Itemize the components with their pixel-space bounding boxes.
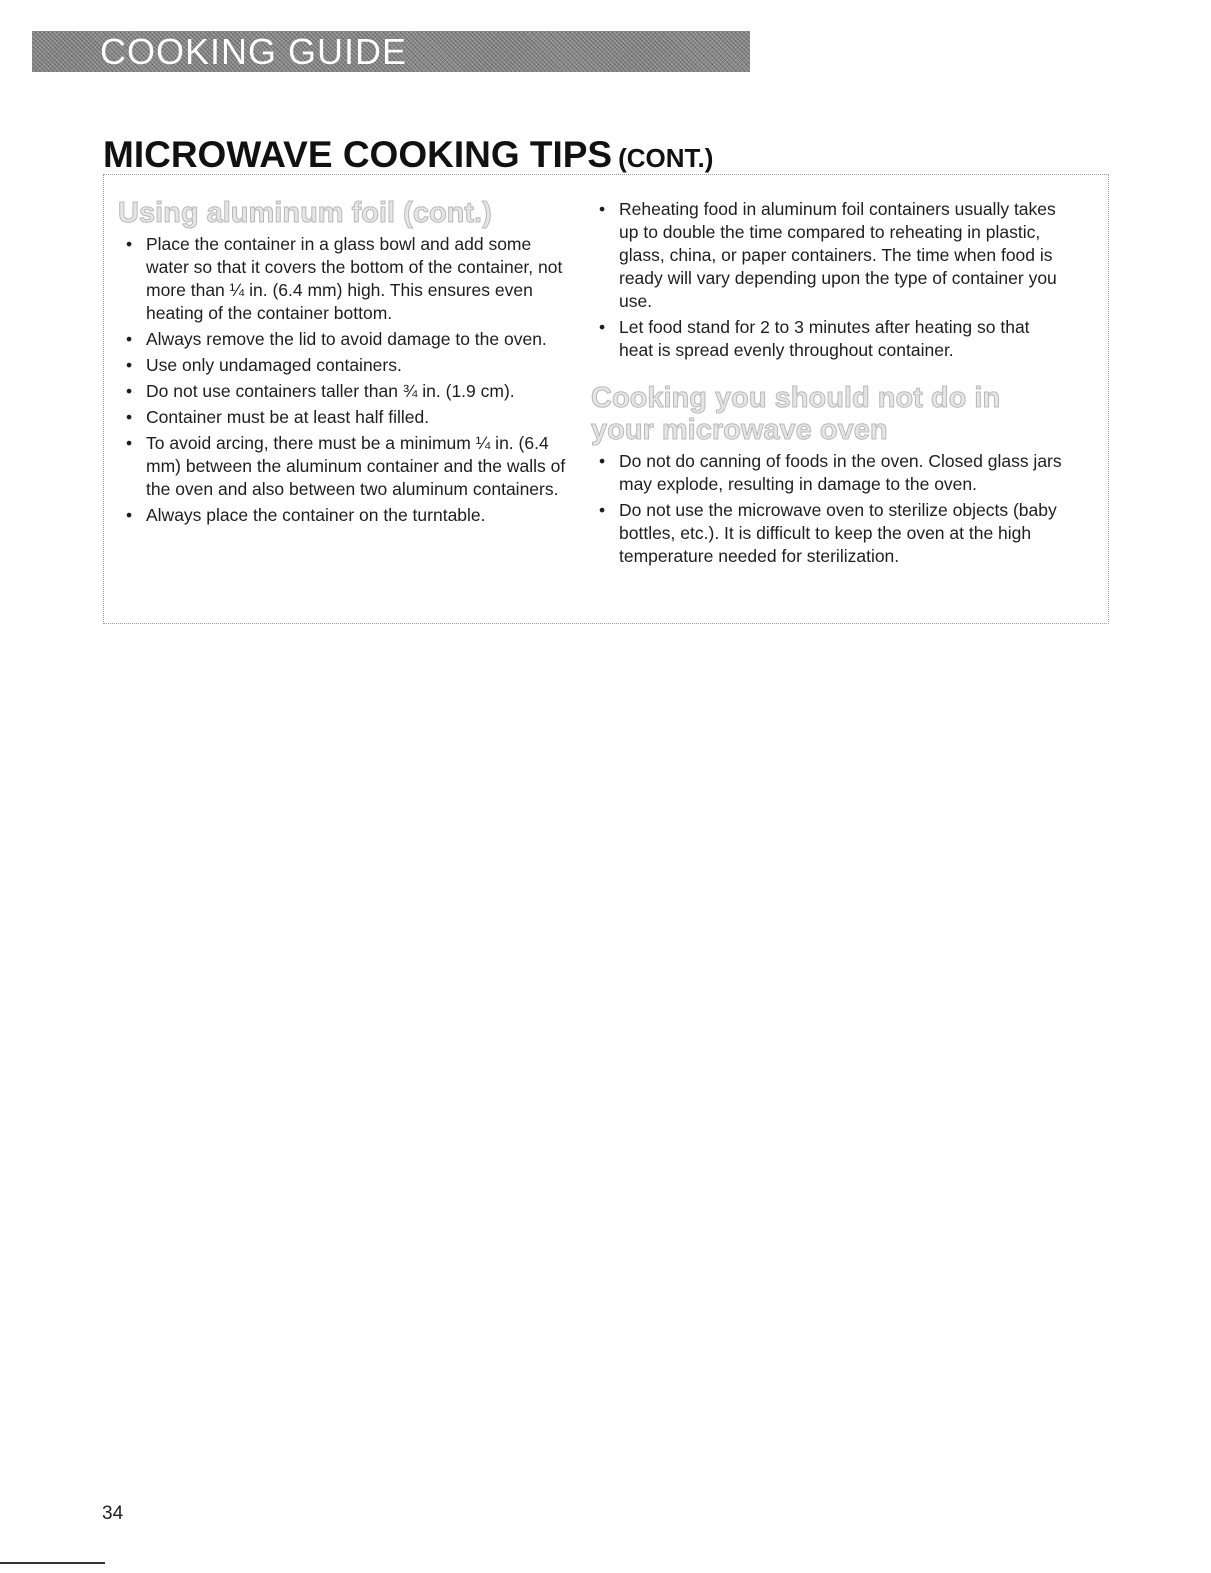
do-not-cook-heading: Cooking you should not do in your microwave oven	[591, 382, 1001, 446]
page-title	[103, 133, 713, 180]
page-title-main: MICROWAVE COOKING TIPS	[103, 134, 613, 175]
do-not-cook-list	[591, 450, 1091, 568]
footer-rule	[0, 1562, 105, 1564]
list-item: • Always remove the lid to avoid damage to the oven.	[118, 328, 556, 351]
list-item: • Do not use the microwave oven to sterilize objects (baby bottles, etc.). It is difficult to keep the oven at the high temperature needed for sterilization.	[591, 499, 1079, 568]
right-column	[591, 198, 1091, 571]
reheating-list	[591, 198, 1091, 362]
banner-label: COOKING GUIDE	[100, 31, 408, 72]
tips-box	[103, 174, 1109, 624]
list-item: • Do not do canning of foods in the oven. Closed glass jars may explode, resulting in damage to the oven.	[591, 450, 1079, 496]
list-item: • Let food stand for 2 to 3 minutes after heating so that heat is spread evenly throughout container.	[591, 316, 1059, 362]
list-item: • Use only undamaged containers.	[118, 354, 586, 377]
list-item: • Reheating food in aluminum foil containers usually takes up to double the time compared to reheating in plastic, glass, china, or paper containers. The time when food is ready will vary depending upon the type of container you use.	[591, 198, 1074, 313]
aluminum-foil-heading: Using aluminum foil (cont.)	[118, 197, 492, 229]
page-title-suffix: (CONT.)	[618, 143, 714, 173]
list-item: • Do not use containers taller than ¾ in. (1.9 cm).	[118, 380, 586, 403]
list-item: • To avoid arcing, there must be a minimum ¼ in. (6.4 mm) between the aluminum container and the walls of the oven and also between two aluminum containers.	[118, 432, 566, 501]
list-item: • Place the container in a glass bowl and add some water so that it covers the bottom of the container, not more than ¼ in. (6.4 mm) high. This ensures even heating of the container bottom.	[118, 233, 576, 325]
list-item: • Always place the container on the turntable.	[118, 504, 586, 527]
page-number: 34	[102, 1503, 124, 1524]
left-column	[118, 197, 586, 530]
section-banner	[32, 31, 750, 72]
aluminum-foil-list	[118, 233, 586, 527]
list-item: • Container must be at least half filled.	[118, 406, 586, 429]
